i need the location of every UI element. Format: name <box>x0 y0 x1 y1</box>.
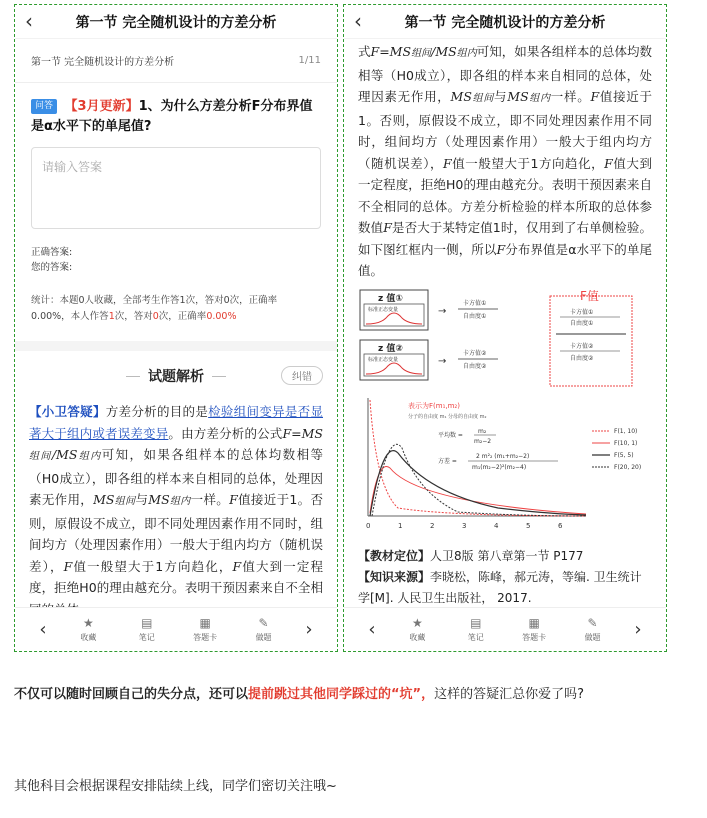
page-count: 1/11 <box>298 55 321 66</box>
analysis-part: 可知，如果各组样本的总体均数相等（H0成立），即各组的样本来自相同的总体，处理因素无作用， <box>358 44 652 104</box>
formula: F=MS <box>370 44 412 59</box>
x-tick: 4 <box>494 521 499 530</box>
formula-sub: 组内 <box>456 48 477 59</box>
formula: F <box>604 155 613 171</box>
ref-text: 李晓松，陈峰，郝元涛，等编. 卫生统计学[M]. 人民卫生出版社， 2017. <box>358 569 642 605</box>
chi1-bottom: 自由度① <box>463 312 487 320</box>
legend-item: F(20, 20) <box>614 463 642 471</box>
question-type-badge: 问答 <box>31 99 57 114</box>
ref-text: 人卫8版 第八章第一节 P177 <box>430 548 584 563</box>
analysis-part: 方差分析的目的是 <box>105 404 209 419</box>
f-df2: 自由度② <box>570 354 594 362</box>
answer-card-label: 答题卡 <box>193 633 218 642</box>
analysis-part: 一样。 <box>190 492 230 507</box>
promo-text: 不仅可以随时回顾自己的失分点，还可以 <box>14 687 249 702</box>
answer-input[interactable] <box>31 147 321 229</box>
question-text: 1、为什么方差分析F分布界值是α水平下的单尾值? <box>31 99 313 134</box>
ref-tag: 【教材定位】 <box>358 548 431 563</box>
z2-box-label: 标准正态变量 <box>368 356 399 363</box>
formula: F <box>63 558 73 574</box>
analysis-part: 可知，如果各组样本的总体均数相等（H0成立），即各组的样本来自相同的总体，处理因素无作用， <box>29 447 323 507</box>
formula-sub: 组间 <box>29 451 52 462</box>
chi1-top: 卡方值① <box>463 299 487 307</box>
formula-sub: 组内 <box>169 496 191 507</box>
stats-text-2: 0.00%，本人作答 <box>31 311 109 322</box>
f-distribution-figure <box>358 288 658 536</box>
error-label: 做题 <box>584 633 601 642</box>
prev-arrow-icon[interactable]: ‹ <box>368 619 376 640</box>
promo-paragraph-1 <box>14 682 694 708</box>
formula: MS <box>148 492 170 507</box>
nav-title: 第一节 完全随机设计的方差分析 <box>404 14 606 31</box>
formula: F <box>232 558 242 574</box>
title-dash-left <box>126 376 140 377</box>
answer-tag: 【小卫答疑】 <box>29 404 106 419</box>
analysis-part: 值接近于1。否则，原假设不成立，即不同处理因素作用不同时，组间均方（处理因素作用）一般大于组内均方（随机误差）， <box>29 492 323 574</box>
formula: MS <box>507 89 529 104</box>
variance-numerator: 2 m²₂ (m₁+m₂−2) <box>476 452 530 460</box>
bottom-nav <box>15 607 337 651</box>
textbook-ref <box>358 546 652 567</box>
next-arrow-icon[interactable]: › <box>634 619 642 640</box>
x-tick: 2 <box>430 521 435 530</box>
answer-card-label: 答题卡 <box>522 633 547 642</box>
z2-title: z 值② <box>378 343 403 354</box>
collect-label: 收藏 <box>409 633 426 642</box>
f-chi1: 卡方值① <box>570 308 594 316</box>
notes-label: 笔记 <box>467 633 484 642</box>
analysis-continued <box>344 41 666 282</box>
curve-f-5-5 <box>370 450 586 515</box>
prev-arrow-icon[interactable]: ‹ <box>39 619 47 640</box>
formula: /MS <box>431 44 457 59</box>
x-tick: 1 <box>398 521 403 530</box>
ref-tag: 【知识来源】 <box>358 569 431 584</box>
variance-denominator: m₁(m₂−2)²(m₂−4) <box>472 463 527 471</box>
mean-numerator: m₂ <box>478 427 487 435</box>
analysis-part: 式 <box>358 44 371 59</box>
knowledge-source <box>358 567 652 609</box>
formula: F <box>443 155 452 171</box>
nav-title: 第一节 完全随机设计的方差分析 <box>75 14 277 31</box>
right-phone-screen <box>343 4 667 652</box>
grid-icon: ▦ <box>528 616 540 630</box>
section-name: 第一节 完全随机设计的方差分析 <box>31 57 175 68</box>
answer-placeholder: 请输入答案 <box>42 160 103 174</box>
chi2-top: 卡方值② <box>463 349 487 357</box>
answer-card-button[interactable] <box>511 616 557 643</box>
analysis-text <box>15 401 337 620</box>
section-subheader <box>15 39 337 83</box>
analysis-part: 是否大于某特定值1时，仅用到了右单侧检验。如下图红框内一侧，所以 <box>358 220 652 257</box>
correct-answer-label: 正确答案: <box>31 247 73 258</box>
divider <box>15 341 337 351</box>
formula-sub: 组间 <box>411 48 432 59</box>
error-label: 做题 <box>255 633 272 642</box>
x-tick: 6 <box>558 521 563 530</box>
left-phone-screen <box>14 4 338 652</box>
z1-box-label: 标准正态变量 <box>368 306 399 313</box>
formula-sub: 组间 <box>471 93 495 104</box>
f-chi2: 卡方值② <box>570 342 594 350</box>
dist-subtitle: 分子的自由度 m₁ 分母的自由度 m₂ <box>408 413 487 420</box>
back-arrow-icon[interactable]: ‹ <box>354 9 362 33</box>
analysis-part: 值大到一定程度，拒绝H0的理由越充分。表明干预因素来自不全相同的总体。方差分析检验的样本所取的总体参数值 <box>358 155 652 235</box>
analysis-part: 。由方差分析的公式 <box>168 425 283 441</box>
x-tick: 0 <box>366 521 371 530</box>
notes-button[interactable] <box>124 616 170 643</box>
analysis-part: 分布界值是α水平下的单尾值。 <box>358 241 652 278</box>
error-button[interactable] <box>570 616 616 643</box>
analysis-part: 值接近于1。否则，原假设不成立，即不同处理因素作用不同时，组间均方（处理因素作用）一般大于组内均方（随机误差）， <box>358 89 652 171</box>
bottom-nav <box>344 607 666 651</box>
note-icon: ▤ <box>141 616 153 630</box>
stats-text-4: 次，正确率 <box>158 311 207 322</box>
collect-button[interactable] <box>394 616 440 643</box>
note-icon: ▤ <box>470 616 482 630</box>
formula-sub: 组内 <box>528 93 551 104</box>
next-arrow-icon[interactable]: › <box>305 619 313 640</box>
star-icon: ★ <box>83 616 94 630</box>
z2-curve <box>366 363 422 374</box>
formula: F <box>383 220 392 235</box>
legend-item: F(5, 5) <box>614 451 634 459</box>
curve-f-10-1 <box>370 463 586 514</box>
chi2-bottom: 自由度② <box>463 362 487 370</box>
notes-label: 笔记 <box>138 633 155 642</box>
formula: MS <box>450 89 472 104</box>
formula: F <box>229 492 238 507</box>
mean-label: 平均数 = <box>438 431 463 439</box>
arrow-2: → <box>438 355 447 367</box>
dist-title: 表示为F(m₁,m₂) <box>408 401 460 410</box>
analysis-part: 与 <box>135 492 149 507</box>
error-button[interactable] <box>241 616 287 643</box>
your-answer-label: 您的答案: <box>31 262 73 273</box>
answer-card-button[interactable] <box>182 616 228 643</box>
formula: F=MS <box>282 425 323 441</box>
formula: F <box>590 89 600 104</box>
title-dash-right <box>212 376 226 377</box>
analysis-part: 值大到一定程度，拒绝H0的理由越充分。表明干预因素来自不全相 <box>29 558 323 595</box>
back-arrow-icon[interactable]: ‹ <box>25 9 33 33</box>
question-text-block <box>15 83 337 137</box>
promo-paragraph-2: 其他科目会根据课程安排陆续上线，同学们密切关注哦~ <box>14 779 337 794</box>
formula: F <box>496 241 506 257</box>
x-tick: 3 <box>462 521 467 530</box>
answer-statistics <box>15 293 337 325</box>
stats-correct: 0 <box>152 311 159 322</box>
formula-sub: 组内 <box>77 451 102 462</box>
stats-text-1: 统计：本题0人收藏，全部考生作答1次，答对0次，正确率 <box>31 295 278 306</box>
update-tag: 【3月更新】 <box>64 99 139 114</box>
variance-label: 方差 = <box>438 457 457 465</box>
f-df1: 自由度① <box>570 319 594 327</box>
stats-attempts: 1 <box>108 311 115 322</box>
formula: /MS <box>51 447 78 462</box>
mean-denominator: m₂−2 <box>474 437 492 445</box>
stats-text-3: 次，答对 <box>114 311 153 322</box>
formula-sub: 组间 <box>114 496 136 507</box>
references <box>344 546 666 609</box>
collect-button[interactable] <box>65 616 111 643</box>
legend-item: F(10, 1) <box>614 439 638 447</box>
pencil-icon: ✎ <box>258 616 269 630</box>
analysis-part: 值一般望大于1方向趋化， <box>451 155 605 171</box>
formula: MS <box>93 492 115 507</box>
analysis-part: 值一般望大于1方向趋化， <box>72 558 233 574</box>
pencil-icon: ✎ <box>587 616 598 630</box>
z1-title: z 值① <box>378 293 403 304</box>
report-error-button[interactable]: 纠错 <box>281 366 323 385</box>
x-tick: 5 <box>526 521 531 530</box>
analysis-title: 试题解析 <box>148 369 204 385</box>
f-value-title: F值 <box>580 288 599 303</box>
arrow-1: → <box>438 305 447 317</box>
top-bar <box>344 5 666 39</box>
notes-button[interactable] <box>453 616 499 643</box>
promo-highlight: 提前跳过其他同学踩过的“坑”， <box>248 687 435 702</box>
z1-curve <box>366 313 422 324</box>
analysis-part: 一样。 <box>550 89 591 104</box>
collect-label: 收藏 <box>80 633 97 642</box>
analysis-link[interactable]: 检验组间变异是否显著大于组内或者误差变异 <box>29 404 323 441</box>
grid-icon: ▦ <box>199 616 211 630</box>
star-icon: ★ <box>412 616 423 630</box>
legend-item: F(1, 10) <box>614 427 638 435</box>
stats-rate: 0.00% <box>206 311 237 322</box>
top-bar <box>15 5 337 39</box>
promo-text: 这样的答疑汇总你爱了吗? <box>434 687 585 702</box>
analysis-header <box>15 351 337 401</box>
analysis-part: 与 <box>494 89 508 104</box>
